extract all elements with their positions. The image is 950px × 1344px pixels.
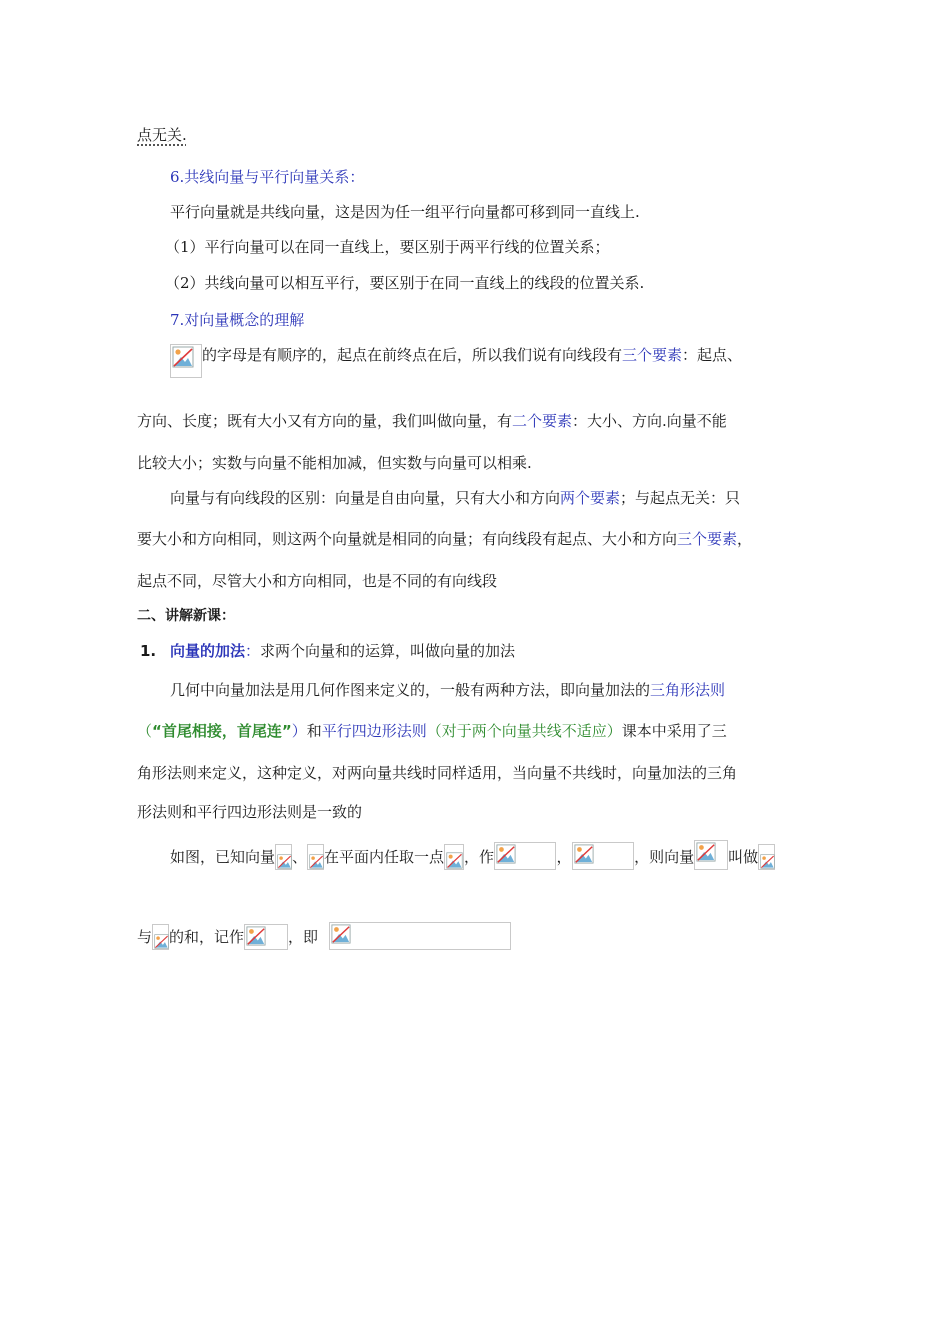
text-run: ，则向量 (634, 848, 695, 866)
highlight-term: 两个要素 (560, 489, 621, 507)
item-number: 1. (140, 642, 157, 660)
text-run: ） (291, 722, 307, 740)
text-run: 如图，已知向量 (170, 848, 276, 866)
highlight-term: “首尾相接，首尾连” (152, 722, 292, 740)
paragraph (137, 720, 727, 742)
text-run: 叫做 (728, 848, 759, 866)
text-run: ，作 (464, 848, 495, 866)
paragraph (170, 487, 740, 509)
text-run: 与 (137, 928, 153, 946)
paragraph: 比较大小；实数与向量不能相加减，但实数与向量可以相乘. (137, 454, 532, 472)
text-run: （ (137, 722, 153, 740)
text-run: 要大小和方向相同，则这两个向量就是相同的向量；有向线段有起点、大小和方向 (137, 530, 678, 548)
text-run: 方向、长度；既有大小又有方向的量，我们叫做向量，有 (137, 412, 513, 430)
highlight-term: 三个要素 (622, 346, 683, 364)
text-run: 的字母是有顺序的，起点在前终点在后，所以我们说有向线段有 (202, 346, 623, 364)
section-heading: 6.共线向量与平行向量关系： (170, 168, 365, 186)
paragraph (170, 840, 775, 870)
text-run: ：起点、 (682, 346, 743, 364)
broken-image-icon (152, 924, 169, 950)
text-run: ， (737, 530, 753, 548)
paragraph: 平行向量就是共线向量，这是因为任一组平行向量都可移到同一直线上. (170, 203, 640, 221)
paragraph: （1）平行向量可以在同一直线上，要区别于两平行线的位置关系； (165, 238, 610, 256)
paragraph (170, 679, 725, 701)
subsection-title: 向量的加法 (170, 642, 246, 660)
broken-image-icon (244, 924, 288, 950)
broken-image-icon (694, 840, 728, 870)
broken-image-icon (444, 844, 464, 870)
text-run: 求两个向量和的运算，叫做向量的加法 (260, 642, 516, 660)
text-run: 几何中向量加法是用几何作图来定义的，一般有两种方法，即向量加法的 (170, 681, 651, 699)
paragraph: 形法则和平行四边形法则是一致的 (137, 803, 363, 821)
paragraph: 角形法则来定义，这种定义，对两向量共线时同样适用，当向量不共线时，向量加法的三角 (137, 764, 738, 782)
highlight-term: 三角形法则 (650, 681, 726, 699)
paragraph (170, 344, 742, 378)
text-run: 的和，记作 (169, 928, 245, 946)
highlight-term: 二个要素 (512, 412, 573, 430)
broken-image-icon (170, 344, 202, 378)
paragraph: （2）共线向量可以相互平行，要区别于在同一直线上的线段的位置关系. (165, 274, 645, 292)
broken-image-icon (572, 842, 634, 870)
broken-image-icon (758, 844, 775, 870)
section-title: 二、讲解新课： (137, 608, 235, 624)
paragraph: 起点不同，尽管大小和方向相同，也是不同的有向线段 (137, 572, 498, 590)
broken-image-icon (329, 922, 511, 950)
broken-image-icon (275, 844, 292, 870)
broken-image-icon (307, 844, 324, 870)
text-run: ；与起点无关：只 (620, 489, 741, 507)
text-run: ，即 (288, 928, 319, 946)
paragraph (137, 410, 727, 432)
section-heading: 7.对向量概念的理解 (170, 311, 305, 329)
text-run: 向量与有向线段的区别：向量是自由向量，只有大小和方向 (170, 489, 561, 507)
broken-image-icon (494, 842, 556, 870)
text-run: 在平面内任取一点 (324, 848, 445, 866)
text-run: 课本中采用了三 (621, 722, 727, 740)
paragraph (137, 528, 752, 550)
text-run: 、 (292, 848, 308, 866)
subsection (140, 640, 515, 662)
text-line: 点无关. (137, 126, 187, 144)
text-run: ， (556, 848, 572, 866)
paragraph (137, 922, 511, 950)
text-run: 和 (306, 722, 322, 740)
text-run: ： (245, 642, 261, 660)
text-run: ：大小、方向.向量不能 (572, 412, 727, 430)
highlight-term: 三个要素 (677, 530, 738, 548)
highlight-term: 平行四边形法则 (321, 722, 427, 740)
highlight-note: （对于两个向量共线不适应） (426, 722, 622, 740)
